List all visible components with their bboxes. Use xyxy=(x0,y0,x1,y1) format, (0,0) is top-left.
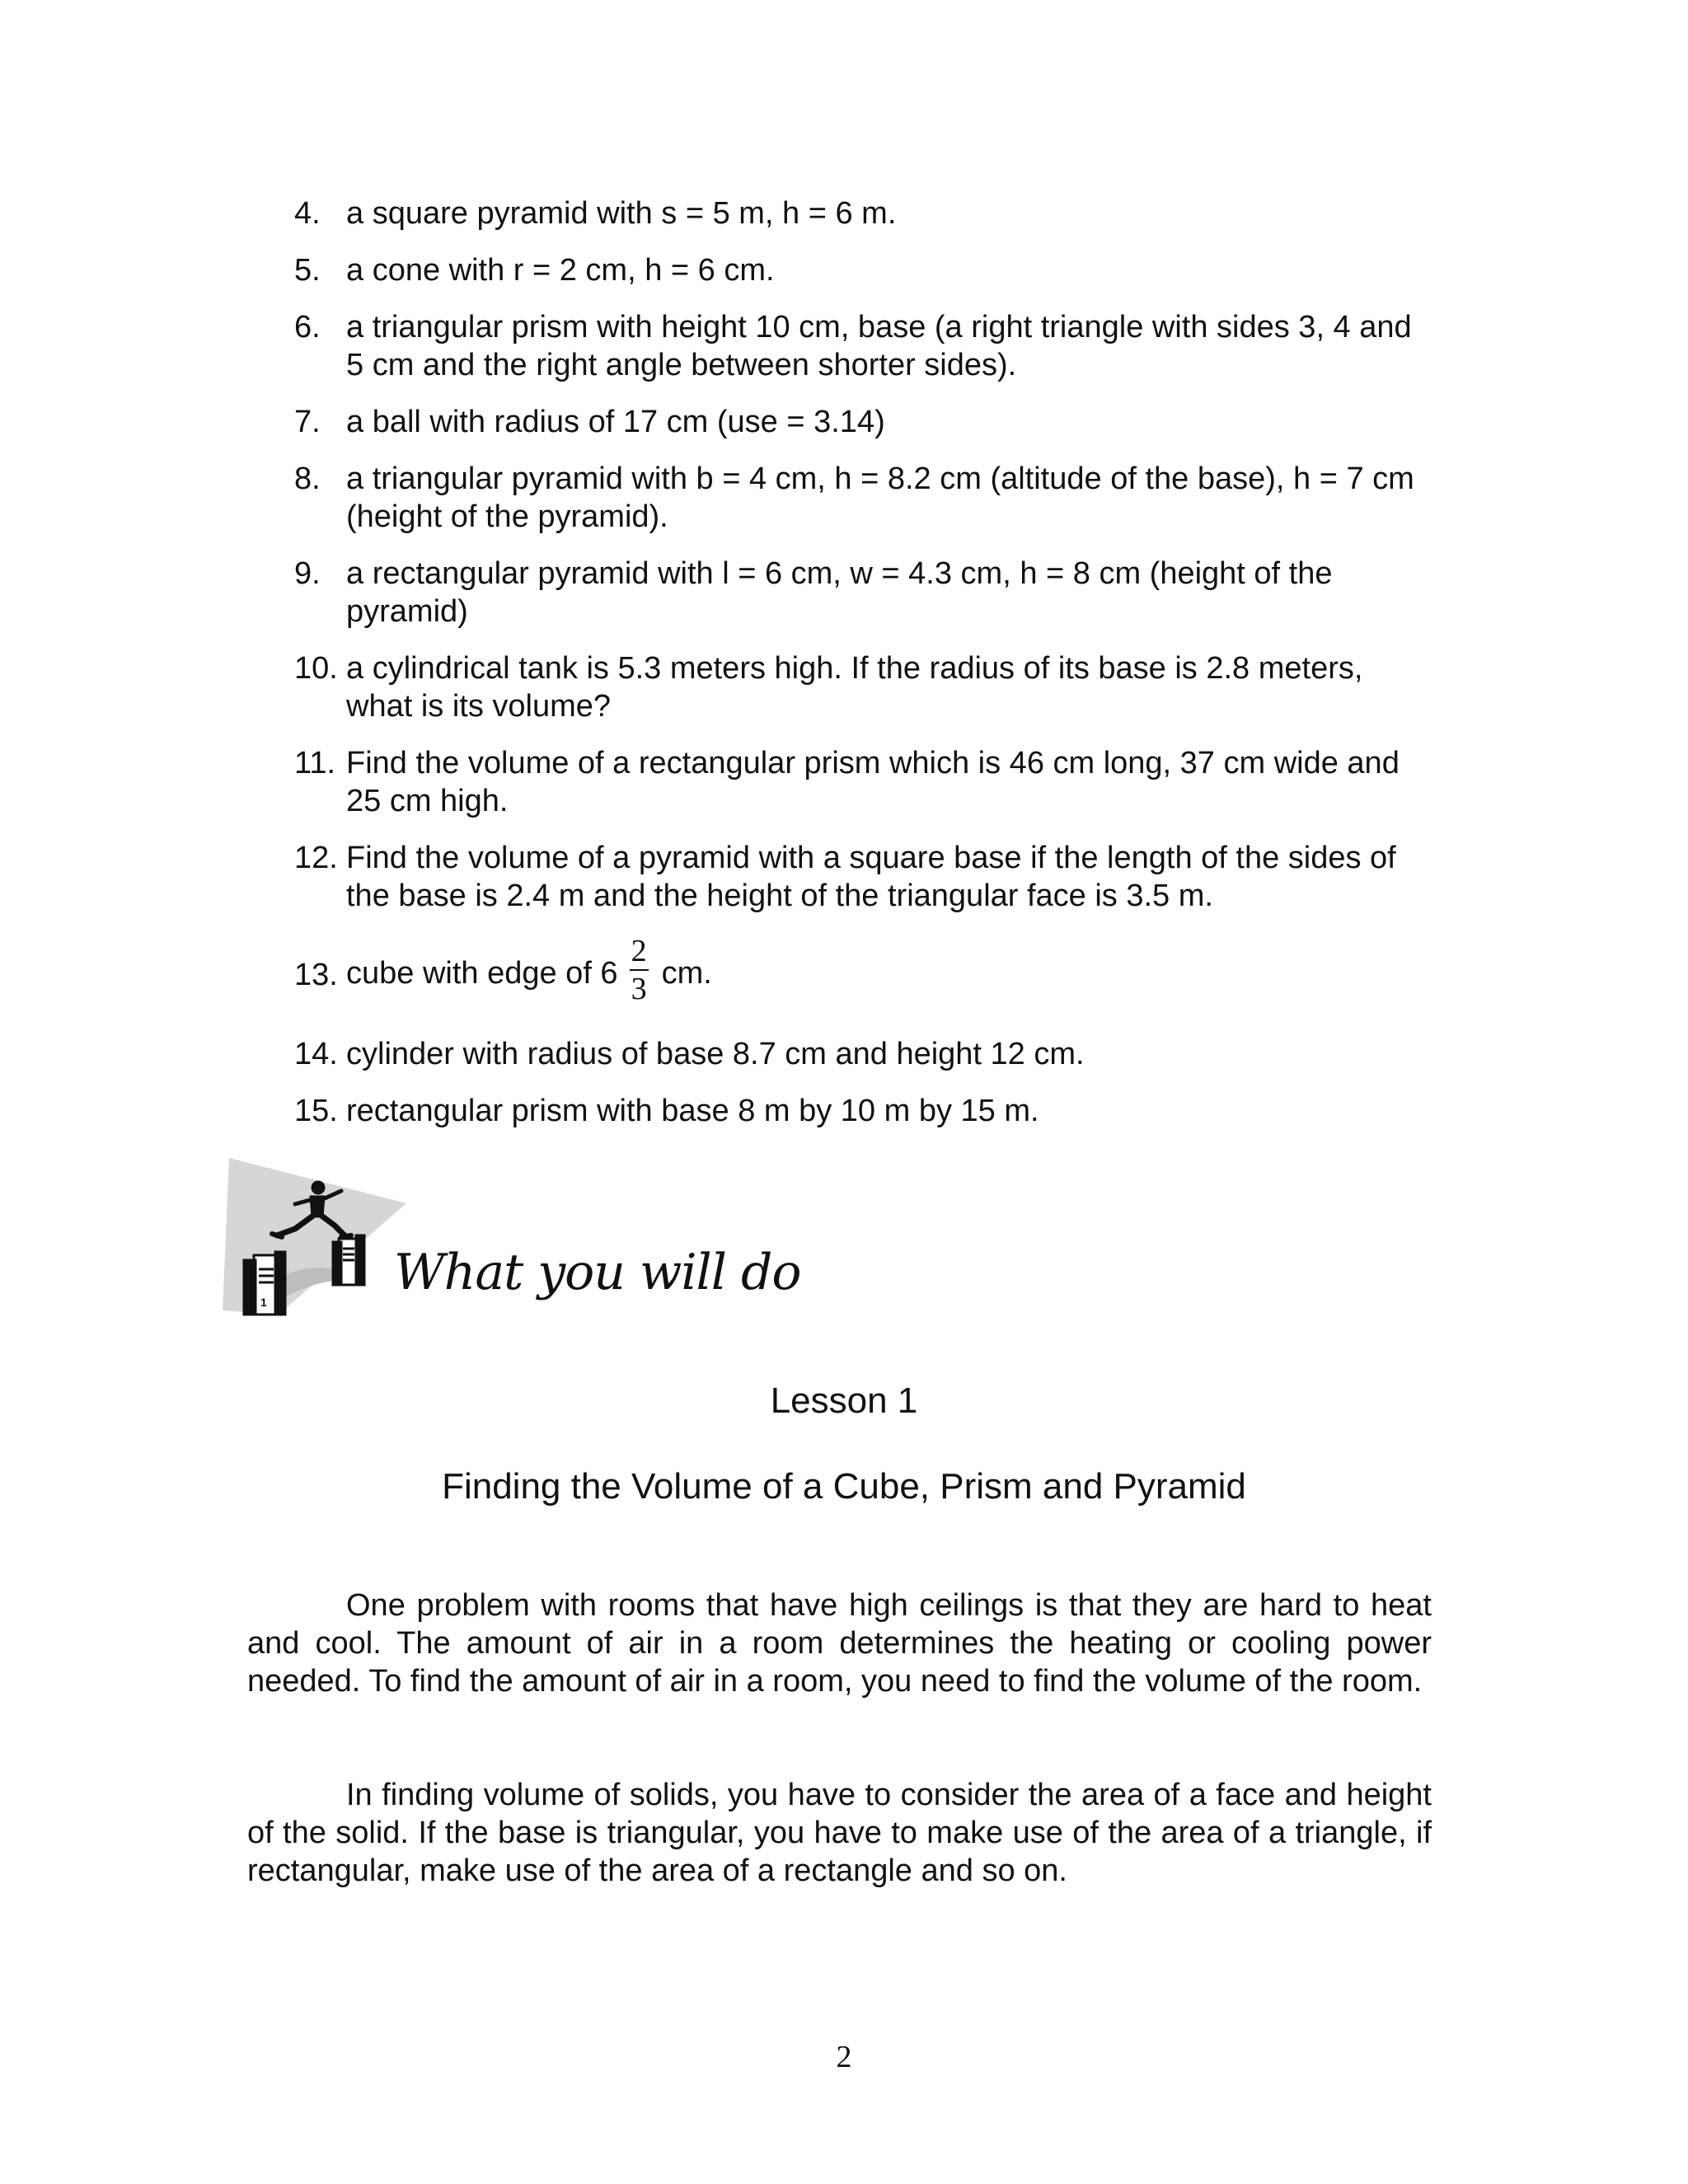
exercise-item xyxy=(294,194,1432,232)
section-banner xyxy=(221,1150,847,1323)
exercise-number: 9. xyxy=(294,556,321,591)
exercise-number: 8. xyxy=(294,462,321,496)
exercise-item xyxy=(294,839,1432,915)
exercise-text-after: cm. xyxy=(661,956,712,991)
exercise-text: a square pyramid with s = 5 m, h = 6 m. xyxy=(346,196,897,231)
exercise-text: Find the volume of a rectangular prism which is 46 cm long, 37 cm wide and 25 cm high. xyxy=(346,746,1400,818)
fraction-numerator: 2 xyxy=(630,935,649,971)
exercise-number: 4. xyxy=(294,196,321,231)
exercise-number: 7. xyxy=(294,405,321,439)
body-paragraph: In finding volume of solids, you have to consider the area of a face and height of the solid. If the base is triangular, you have to make use of the area of a triangle, if rectangular, make use of the area of a rectangle and so on. xyxy=(247,1778,1432,1888)
exercise-text: a triangular pyramid with b = 4 cm, h = 8.2 cm (altitude of the base), h = 7 cm (height of the pyramid). xyxy=(346,462,1414,534)
exercise-text: a triangular prism with height 10 cm, base (a right triangle with sides 3, 4 and 5 cm and the right angle between shorter sides). xyxy=(346,310,1412,382)
exercise-text: a cone with r = 2 cm, h = 6 cm. xyxy=(346,253,775,288)
exercise-number: 15. xyxy=(294,1094,338,1128)
exercise-item xyxy=(294,934,1432,1010)
exercise-item xyxy=(294,1092,1432,1130)
exercise-number: 13. xyxy=(294,958,338,992)
exercise-text: rectangular prism with base 8 m by 10 m by 15 m. xyxy=(346,1094,1039,1128)
page-number: 2 xyxy=(836,2040,852,2074)
exercise-item xyxy=(294,308,1432,384)
exercise-number: 6. xyxy=(294,310,321,344)
exercise-number: 12. xyxy=(294,841,338,875)
fraction-denominator: 3 xyxy=(631,972,647,1006)
lesson-subtitle: Finding the Volume of a Cube, Prism and Pyramid xyxy=(442,1466,1246,1507)
exercise-item xyxy=(294,555,1432,630)
banner-title: What you will do xyxy=(394,1244,801,1301)
exercise-text: Find the volume of a pyramid with a square base if the length of the sides of the base is 2.4 m and the height of the triangular face is 3.5 m. xyxy=(346,841,1396,913)
exercise-item xyxy=(294,649,1432,725)
exercise-number: 10. xyxy=(294,651,338,686)
exercise-item xyxy=(294,460,1432,536)
exercise-item xyxy=(294,1035,1432,1073)
lesson-title: Lesson 1 xyxy=(770,1380,918,1421)
exercise-item xyxy=(294,403,1432,441)
exercise-text: a cylindrical tank is 5.3 meters high. If the radius of its base is 2.8 meters, what is its volume? xyxy=(346,651,1363,724)
svg-text:1: 1 xyxy=(260,1296,267,1309)
exercise-list xyxy=(294,194,1432,1149)
mixed-number-fraction xyxy=(630,935,649,1005)
exercise-number: 14. xyxy=(294,1037,338,1071)
exercise-number: 11. xyxy=(294,746,336,780)
exercise-item xyxy=(294,251,1432,289)
exercise-text: cylinder with radius of base 8.7 cm and height 12 cm. xyxy=(346,1037,1085,1071)
exercise-text: a ball with radius of 17 cm (use = 3.14) xyxy=(346,405,885,439)
exercise-item xyxy=(294,744,1432,820)
exercise-text-before: cube with edge of 6 xyxy=(346,956,618,991)
exercise-text: a rectangular pyramid with l = 6 cm, w = 4.3 cm, h = 8 cm (height of the pyramid) xyxy=(346,556,1333,629)
exercise-number: 5. xyxy=(294,253,321,288)
body-paragraph: One problem with rooms that have high ceilings is that they are hard to heat and cool. The amount of air in a room determines the heating or cooling power needed. To find the amount of air in a room, you need to find the volume of the room. xyxy=(247,1588,1432,1699)
